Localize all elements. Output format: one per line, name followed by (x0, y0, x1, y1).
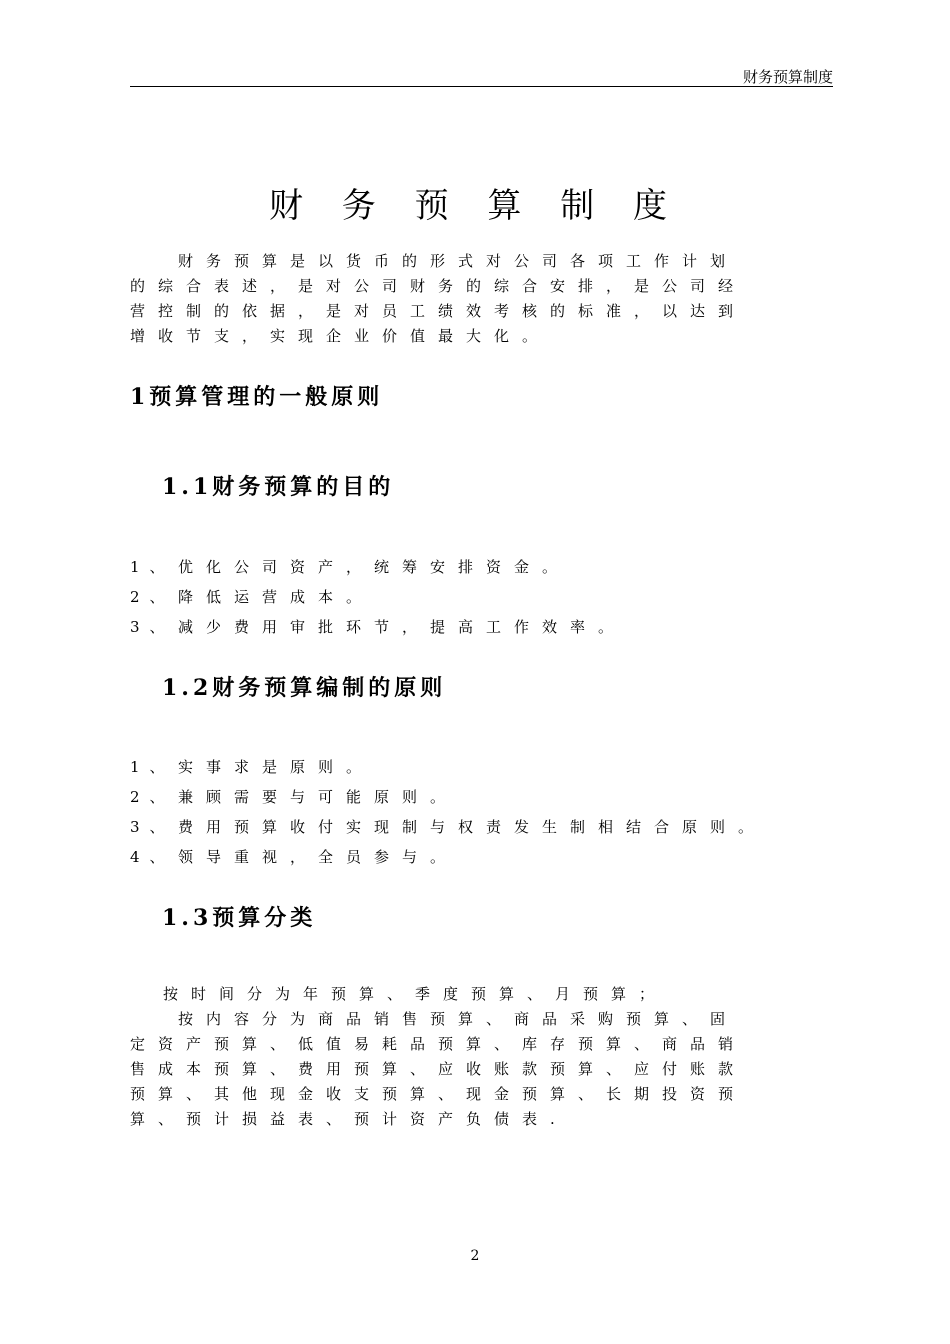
paragraph-line: 算、预计损益表、预计资产负债表. (130, 1110, 568, 1128)
intro-line: 财务预算是以货币的形式对公司各项工作计划 (178, 252, 739, 270)
list-item-text: 优化公司资产，统筹安排资金。 (178, 557, 571, 576)
paragraph-line: 按内容分为商品销售预算、商品采购预算、固 (178, 1010, 739, 1028)
list-item-text: 减少费用审批环节，提高工作效率。 (178, 617, 627, 636)
paragraph-line: 预算、其他现金收支预算、现金预算、长期投资预 (130, 1085, 747, 1103)
intro-line: 营控制的依据，是对员工绩效考核的标准，以达到 (130, 302, 747, 320)
running-header: 财务预算制度 (742, 68, 833, 86)
list-item (130, 611, 626, 641)
list-item-text: 降低运营成本。 (178, 587, 375, 606)
list-item (130, 751, 766, 781)
intro-line: 的综合表述，是对公司财务的综合安排，是公司经 (130, 277, 747, 295)
section-heading-1: 1预算管理的一般原则 (130, 384, 384, 410)
section-heading-1-2: 1.2财务预算编制的原则 (162, 675, 447, 701)
list-item-text: 领导重视，全员参与。 (178, 847, 459, 866)
list-item (130, 841, 766, 871)
list-item (130, 551, 626, 581)
list-item-number: 2、 (130, 587, 175, 606)
list-item-number: 3、 (130, 817, 175, 836)
paragraph-line: 定资产预算、低值易耗品预算、库存预算、商品销 (130, 1035, 747, 1053)
document-title: 财 务 预 算 制 度 (268, 186, 682, 226)
section-heading-1-1: 1.1财务预算的目的 (162, 474, 395, 500)
list-item-text: 兼顾需要与可能原则。 (178, 787, 459, 806)
principles-list (130, 751, 766, 871)
intro-line: 增收节支，实现企业价值最大化。 (130, 327, 551, 345)
classification-paragraph (130, 982, 830, 1132)
list-item-text: 实事求是原则。 (178, 757, 375, 776)
purpose-list (130, 551, 626, 641)
list-item-text: 费用预算收付实现制与权责发生制相结合原则。 (178, 817, 767, 836)
list-item-number: 1、 (130, 557, 175, 576)
page-number: 2 (470, 1248, 480, 1264)
intro-paragraph (130, 249, 830, 349)
paragraph-line: 售成本预算、费用预算、应收账款预算、应付账款 (130, 1060, 747, 1078)
section-heading-1-3: 1.3预算分类 (162, 905, 317, 931)
header-rule (130, 86, 833, 87)
list-item-number: 1、 (130, 757, 175, 776)
list-item (130, 581, 626, 611)
list-item-number: 4、 (130, 847, 175, 866)
list-item-number: 2、 (130, 787, 175, 806)
list-item (130, 781, 766, 811)
list-item-number: 3、 (130, 617, 175, 636)
list-item (130, 811, 766, 841)
paragraph-line: 按时间分为年预算、季度预算、月预算； (163, 985, 668, 1003)
